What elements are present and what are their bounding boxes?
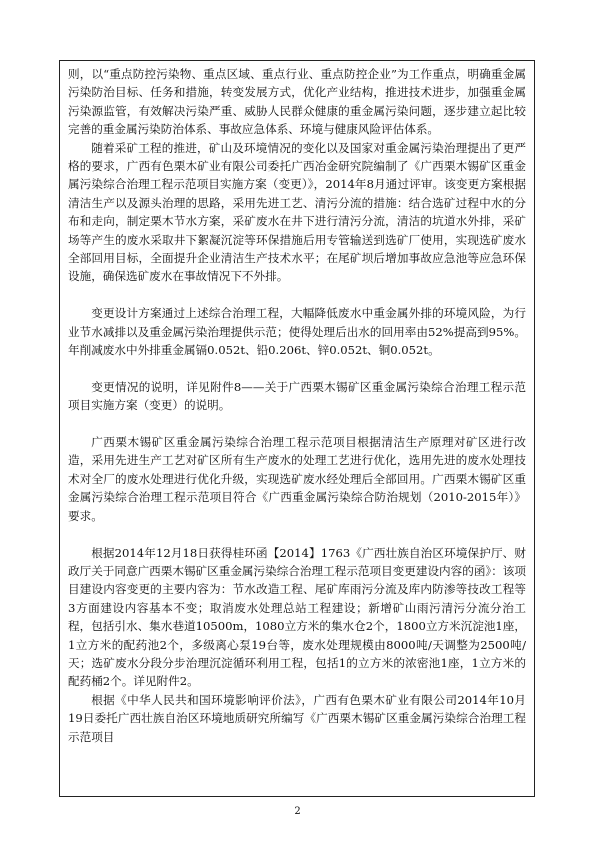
paragraph-gap bbox=[68, 415, 526, 433]
paragraph-1: 随着采矿工程的推进，矿山及环境情况的变化以及国家对重金属污染治理提出了更严格的要求，广西有色栗木矿业有限公司委托广西冶金研究院编制了《广西栗木锡矿区重金属污染综合治理工程示范项目实施方案（变更）》，2014年8月通过评审。该变更方案根据清洁生产以及源头治理的思路，采用先进工艺、清污分流的措施：结合选矿过程中水的分布和走向，制定栗木节水方案，采矿废水在井下进行清污分流，清洁的坑道水外排，采矿场等产生的废水采取井下絮凝沉淀等环保措施后用专管输送到选矿厂使用，实现选矿废水全部回用目标，全面提升企业清洁生产技术水平；在尾矿坝后增加事故应急池等应急环保设施，确保选矿废水在事故情况下不外排。 bbox=[68, 140, 526, 284]
paragraph-3: 变更情况的说明，详见附件8——关于广西栗木锡矿区重金属污染综合治理工程示范项目实施方案（变更）的说明。 bbox=[68, 379, 526, 413]
document-frame bbox=[59, 60, 535, 797]
paragraph-6: 根据《中华人民共和国环境影响评价法》，广西有色栗木矿业有限公司2014年10月19日委托广西壮族自治区环境地质研究所编写《广西栗木锡矿区重金属污染综合治理工程示范项目 bbox=[68, 692, 526, 744]
paragraph-gap bbox=[68, 525, 526, 543]
paragraph-gap bbox=[68, 359, 526, 377]
page-number: 2 bbox=[294, 806, 301, 817]
paragraph-0: 则，以“重点防控污染物、重点区域、重点行业、重点防控企业”为工作重点，明确重金属污染防治目标、任务和措施，转变发展方式，优化产业结构，推进技术进步，加强重金属污染源监管，有效解决污染严重、威胁人民群众健康的重金属污染问题，逐步建立起比较完善的重金属污染防治体系、事故应急体系、环境与健康风险评估体系。 bbox=[68, 67, 526, 137]
paragraph-4: 广西栗木锡矿区重金属污染综合治理工程示范项目根据清洁生产原理对矿区进行改造，采用先进生产工艺对矿区所有生产废水的处理工艺进行优化，选用先进的废水处理技术对全厂的废水处理进行优化升级，实现选矿废水经处理后全部回用。广西栗木锡矿区重金属污染综合治理工程示范项目符合《广西重金属污染综合防治规划（2010-2015年）》要求。 bbox=[68, 435, 526, 523]
paragraph-5: 根据2014年12月18日获得桂环函【2014】1763《广西壮族自治区环境保护厅、财政厅关于同意广西栗木锡矿区重金属污染综合治理工程示范项目变更建设内容的函》：该项目建设内容变更的主要内容为：节水改造工程、尾矿库雨污分流及库内防渗等技改工程等3方面建设内容基本不变；取消废水处理总站工程建设；新增矿山雨污清污分流分治工程，包括引水、集水巷道10500m，1080立方米的集水仓2个，1800立方米沉淀池1座，1立方米的配药池2个，多级离心泵19台等，废水处理规模由8000吨/天调整为2500吨/天；选矿废水分段分步治理沉淀循环利用工程，包括1的立方米的浓密池1座，1立方米的配药桶2个。详见附件2。 bbox=[68, 545, 526, 689]
document-body bbox=[68, 65, 526, 792]
paragraph-2: 变更设计方案通过上述综合治理工程，大幅降低废水中重金属外排的环境风险，为行业节水减排以及重金属污染治理提供示范；使得处理后出水的回用率由52%提高到95%。年削减废水中外排重金属镉0.052t、铅0.206t、锌0.052t、铜0.052t。 bbox=[68, 306, 526, 358]
paragraph-gap bbox=[68, 286, 526, 304]
